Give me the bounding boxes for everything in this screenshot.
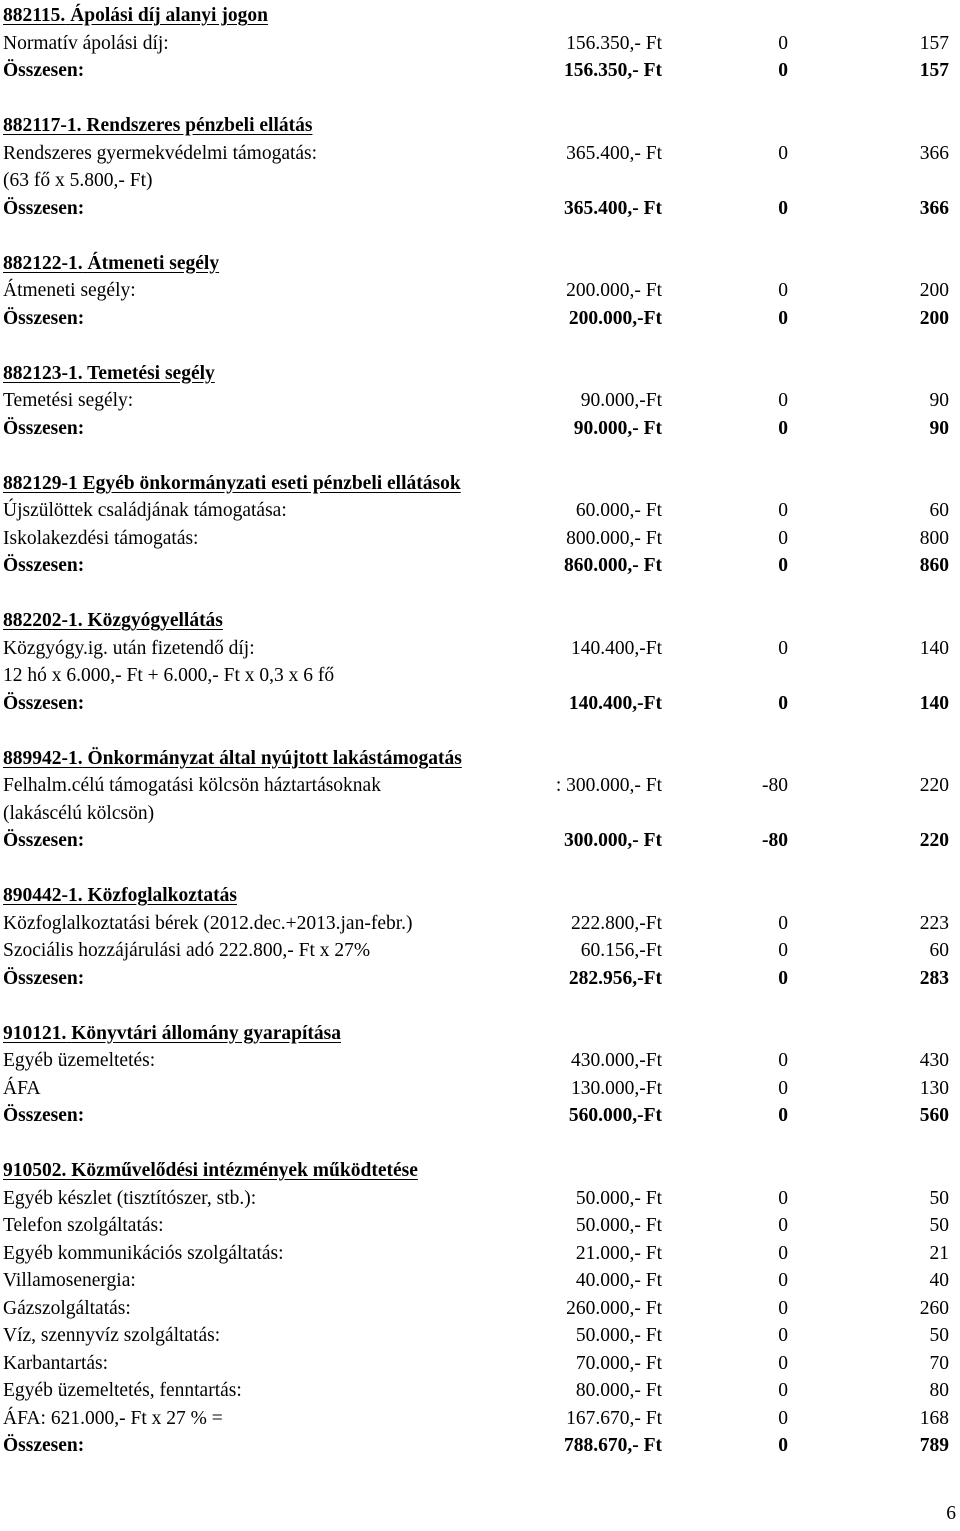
row-change: 0 <box>778 197 788 219</box>
section-title: Közművelődési intézmények működtetése <box>71 1160 418 1181</box>
row-amount: 60.000,- Ft <box>575 500 662 521</box>
row-amount: 260.000,- Ft <box>566 1297 662 1319</box>
row-amount: 90.000,- Ft <box>573 417 662 439</box>
page-number: 6 <box>946 1503 956 1524</box>
row-label: Egyéb kommunikációs szolgáltatás: <box>3 1242 284 1264</box>
section-title: Átmeneti segély <box>87 252 220 274</box>
line-item-row <box>0 497 960 525</box>
row-amount: 200.000,-Ft <box>568 307 662 329</box>
line-item-row <box>0 772 960 800</box>
row-amount: 788.670,- Ft <box>563 1435 662 1456</box>
row-change: -80 <box>762 830 788 851</box>
budget-document <box>0 2 960 1487</box>
row-amount: 156.350,- Ft <box>566 32 662 54</box>
section-heading <box>0 250 960 278</box>
row-amount: 40.000,- Ft <box>575 1270 662 1291</box>
row-amount: 222.800,-Ft <box>570 912 662 934</box>
row-change: 0 <box>778 555 788 576</box>
row-label: Közgyógy.ig. után fizetendő díj: <box>3 637 255 659</box>
row-amount: 365.400,- Ft <box>563 197 662 219</box>
section-code: 910502. <box>3 1160 67 1181</box>
section-code: 882202-1. <box>3 610 83 631</box>
row-total: 220 <box>919 830 949 851</box>
section-heading <box>0 1020 960 1048</box>
row-label: Karbantartás: <box>3 1352 109 1374</box>
row-change: 0 <box>778 1435 788 1456</box>
row-amount: 860.000,- Ft <box>563 555 662 576</box>
section-heading <box>0 882 960 910</box>
row-label: Összesen: <box>3 967 85 989</box>
row-amount: 167.670,- Ft <box>566 1407 662 1429</box>
row-amount: 140.400,-Ft <box>568 692 662 714</box>
row-amount: 50.000,- Ft <box>575 1215 662 1236</box>
row-change: 0 <box>778 60 788 81</box>
row-label: Iskolakezdési támogatás: <box>3 527 199 549</box>
row-total: 283 <box>919 967 949 989</box>
row-total: 80 <box>929 1380 949 1401</box>
row-amount: 60.156,-Ft <box>580 940 662 961</box>
line-item-row <box>0 1322 960 1350</box>
row-label: Összesen: <box>3 555 85 576</box>
row-change: 0 <box>778 1105 788 1126</box>
line-item-row <box>0 937 960 965</box>
budget-section <box>0 607 960 717</box>
row-total: 223 <box>919 912 949 934</box>
row-label: Közfoglalkoztatási bérek (2012.dec.+2013.jan-febr.) <box>3 912 413 934</box>
budget-section <box>0 1020 960 1130</box>
section-total-row <box>0 827 960 855</box>
row-total: 200 <box>919 307 949 329</box>
row-amount: 800.000,- Ft <box>566 527 662 549</box>
row-label: Temetési segély: <box>3 390 134 411</box>
row-change: 0 <box>778 1187 788 1209</box>
row-label: ÁFA: 621.000,- Ft x 27 % = <box>3 1407 223 1429</box>
row-amount: 200.000,- Ft <box>566 280 662 301</box>
row-change: 0 <box>778 527 788 549</box>
row-change: 0 <box>778 967 788 989</box>
row-label: Szociális hozzájárulási adó 222.800,- Ft x 27% <box>3 940 371 961</box>
row-change: 0 <box>778 1325 788 1346</box>
section-code: 889942-1. <box>3 747 83 769</box>
row-change: 0 <box>778 280 788 301</box>
row-label: 12 hó x 6.000,- Ft + 6.000,- Ft x 0,3 x 6 fő <box>3 665 335 686</box>
budget-section <box>0 250 960 333</box>
budget-section <box>0 1157 960 1460</box>
row-label: Összesen: <box>3 1435 85 1456</box>
row-change: 0 <box>778 1352 788 1374</box>
section-total-row <box>0 1432 960 1460</box>
row-total: 157 <box>919 60 949 81</box>
line-item-row <box>0 1240 960 1268</box>
row-total: 789 <box>919 1435 949 1456</box>
row-label: Telefon szolgáltatás: <box>3 1215 164 1236</box>
section-total-row <box>0 195 960 223</box>
section-total-row <box>0 57 960 85</box>
line-item-row <box>0 800 960 828</box>
row-total: 60 <box>929 500 949 521</box>
row-amount: 50.000,- Ft <box>575 1187 662 1209</box>
line-item-row <box>0 525 960 553</box>
row-change: 0 <box>778 1270 788 1291</box>
line-item-row <box>0 1185 960 1213</box>
row-total: 800 <box>919 527 949 549</box>
section-code: 882117-1. <box>3 115 82 136</box>
line-item-row <box>0 1047 960 1075</box>
row-change: 0 <box>778 500 788 521</box>
row-total: 220 <box>919 775 949 796</box>
section-heading <box>0 2 960 30</box>
row-change: 0 <box>778 637 788 659</box>
section-total-row <box>0 690 960 718</box>
section-heading <box>0 607 960 635</box>
row-label: Villamosenergia: <box>3 1270 136 1291</box>
row-change: 0 <box>778 142 788 164</box>
row-total: 140 <box>919 637 949 659</box>
row-amount: 130.000,-Ft <box>570 1077 662 1099</box>
row-total: 50 <box>929 1215 949 1236</box>
row-label: Egyéb készlet (tisztítószer, stb.): <box>3 1187 257 1209</box>
budget-section <box>0 745 960 855</box>
row-label: Összesen: <box>3 307 85 329</box>
row-label: (lakáscélú kölcsön) <box>3 802 155 824</box>
row-change: 0 <box>778 1215 788 1236</box>
section-code: 882115. <box>3 5 66 26</box>
row-amount: 70.000,- Ft <box>575 1352 662 1374</box>
row-label: Gázszolgáltatás: <box>3 1297 131 1319</box>
row-total: 430 <box>919 1050 949 1071</box>
section-code: 910121. <box>3 1022 67 1044</box>
budget-section <box>0 2 960 85</box>
section-total-row <box>0 415 960 443</box>
row-change: 0 <box>778 912 788 934</box>
row-amount: 282.956,-Ft <box>568 967 662 989</box>
section-title: Temetési segély <box>87 362 215 384</box>
line-item-row <box>0 910 960 938</box>
row-label: Összesen: <box>3 830 85 851</box>
section-total-row <box>0 305 960 333</box>
line-item-row <box>0 140 960 168</box>
row-amount: : 300.000,- Ft <box>555 775 662 796</box>
section-code: 882129-1 <box>3 472 78 494</box>
line-item-row <box>0 277 960 305</box>
row-label: Átmeneti segély: <box>3 280 136 301</box>
row-total: 60 <box>929 940 949 961</box>
line-item-row <box>0 662 960 690</box>
row-total: 140 <box>919 692 949 714</box>
section-heading <box>0 745 960 773</box>
section-heading <box>0 1157 960 1185</box>
row-amount: 300.000,- Ft <box>563 830 662 851</box>
row-label: Egyéb üzemeltetés: <box>3 1050 156 1071</box>
row-label: Víz, szennyvíz szolgáltatás: <box>3 1325 221 1346</box>
line-item-row <box>0 635 960 663</box>
row-amount: 21.000,- Ft <box>575 1242 662 1264</box>
row-total: 366 <box>919 197 949 219</box>
row-change: 0 <box>778 1407 788 1429</box>
row-change: 0 <box>778 417 788 439</box>
row-label: Egyéb üzemeltetés, fenntartás: <box>3 1380 242 1401</box>
row-total: 90 <box>929 417 949 439</box>
row-label: Rendszeres gyermekvédelmi támogatás: <box>3 142 318 164</box>
line-item-row <box>0 1377 960 1405</box>
row-total: 90 <box>929 390 949 411</box>
row-change: 0 <box>778 1077 788 1099</box>
row-change: 0 <box>778 32 788 54</box>
row-amount: 90.000,-Ft <box>580 390 662 411</box>
row-total: 157 <box>919 32 949 54</box>
row-total: 860 <box>919 555 949 576</box>
budget-section <box>0 882 960 992</box>
row-change: 0 <box>778 1242 788 1264</box>
section-title: Közgyógyellátás <box>87 610 223 631</box>
row-total: 40 <box>929 1270 949 1291</box>
row-total: 366 <box>919 142 949 164</box>
section-title: Egyéb önkormányzati eseti pénzbeli ellátások <box>82 472 461 494</box>
line-item-row <box>0 167 960 195</box>
section-heading <box>0 470 960 498</box>
row-amount: 156.350,- Ft <box>563 60 662 81</box>
row-total: 560 <box>919 1105 949 1126</box>
row-change: 0 <box>778 390 788 411</box>
budget-section <box>0 112 960 222</box>
row-total: 130 <box>919 1077 949 1099</box>
row-label: Újszülöttek családjának támogatása: <box>3 500 287 521</box>
row-total: 168 <box>919 1407 949 1429</box>
line-item-row <box>0 1350 960 1378</box>
budget-section <box>0 360 960 443</box>
row-change: 0 <box>778 940 788 961</box>
row-total: 50 <box>929 1187 949 1209</box>
row-label: Összesen: <box>3 60 85 81</box>
row-label: (63 fő x 5.800,- Ft) <box>3 170 153 191</box>
row-change: 0 <box>778 1050 788 1071</box>
row-label: Összesen: <box>3 197 85 219</box>
section-title: Önkormányzat által nyújtott lakástámogatás <box>87 747 462 769</box>
section-code: 882122-1. <box>3 252 83 274</box>
row-total: 70 <box>929 1352 949 1374</box>
row-label: Összesen: <box>3 692 85 714</box>
row-label: Felhalm.célú támogatási kölcsön háztartásoknak <box>3 775 381 796</box>
row-total: 21 <box>929 1242 949 1264</box>
line-item-row <box>0 1295 960 1323</box>
line-item-row <box>0 1212 960 1240</box>
row-label: ÁFA <box>3 1077 41 1099</box>
row-change: 0 <box>778 1380 788 1401</box>
row-label: Összesen: <box>3 1105 85 1126</box>
row-total: 200 <box>919 280 949 301</box>
row-total: 260 <box>919 1297 949 1319</box>
line-item-row <box>0 1267 960 1295</box>
section-title: Közfoglalkoztatás <box>87 885 237 906</box>
row-amount: 80.000,- Ft <box>575 1380 662 1401</box>
section-heading <box>0 360 960 388</box>
budget-section <box>0 470 960 580</box>
section-total-row <box>0 1102 960 1130</box>
line-item-row <box>0 1075 960 1103</box>
row-change: -80 <box>762 775 788 796</box>
line-item-row <box>0 1405 960 1433</box>
section-code: 890442-1. <box>3 885 83 906</box>
section-code: 882123-1. <box>3 362 83 384</box>
row-change: 0 <box>778 692 788 714</box>
row-amount: 365.400,- Ft <box>566 142 662 164</box>
row-label: Normatív ápolási díj: <box>3 32 169 54</box>
row-amount: 430.000,-Ft <box>570 1050 662 1071</box>
section-heading <box>0 112 960 140</box>
section-title: Könyvtári állomány gyarapítása <box>71 1022 342 1044</box>
row-label: Összesen: <box>3 417 85 439</box>
row-amount: 50.000,- Ft <box>575 1325 662 1346</box>
section-total-row <box>0 552 960 580</box>
section-title: Rendszeres pénzbeli ellátás <box>86 115 313 136</box>
line-item-row <box>0 387 960 415</box>
row-total: 50 <box>929 1325 949 1346</box>
line-item-row <box>0 30 960 58</box>
section-total-row <box>0 965 960 993</box>
row-change: 0 <box>778 307 788 329</box>
section-title: Ápolási díj alanyi jogon <box>70 5 268 26</box>
row-amount: 560.000,-Ft <box>568 1105 662 1126</box>
row-change: 0 <box>778 1297 788 1319</box>
row-amount: 140.400,-Ft <box>570 637 662 659</box>
